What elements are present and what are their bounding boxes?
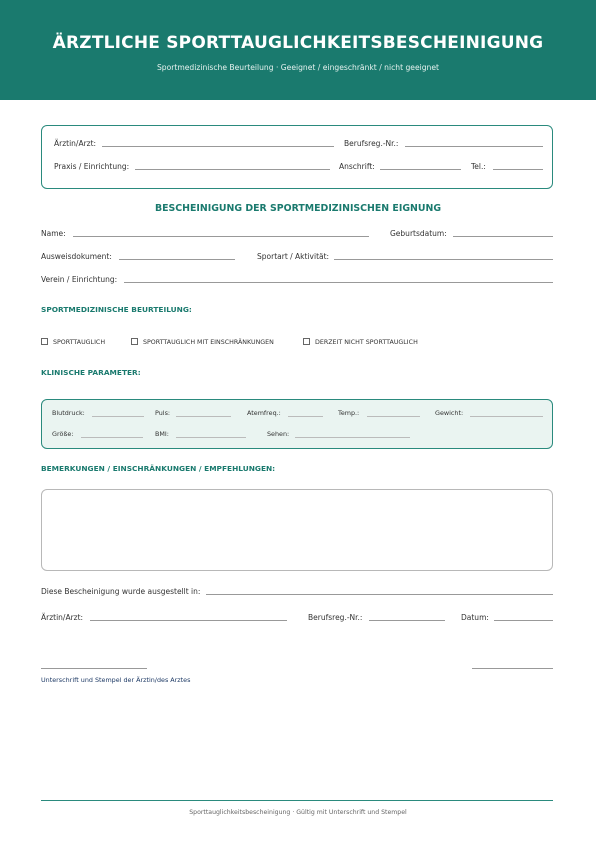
vision-label: Sehen:	[267, 430, 290, 438]
certificate-section-title: BESCHEINIGUNG DER SPORTMEDIZINISCHEN EIGNUNG	[154, 203, 442, 214]
temperature-label: Temp.:	[338, 409, 360, 417]
sport-label: Sportart / Aktivität:	[257, 252, 330, 261]
club-field[interactable]	[124, 282, 553, 283]
weight-label: Gewicht:	[435, 409, 464, 417]
issued-in-field[interactable]	[206, 594, 553, 595]
fit-restricted-checkbox[interactable]	[131, 338, 138, 345]
fit-restricted-option-label: SPORTTAUGLICH MIT EINSCHRÄNKUNGEN	[143, 339, 274, 346]
pulse-field[interactable]	[176, 416, 231, 417]
remarks-title: BEMERKUNGEN / EINSCHRÄNKUNGEN / EMPFEHLUNGEN:	[41, 464, 276, 473]
clinical-params-box	[41, 399, 553, 449]
page-subtitle: Sportmedizinische Beurteilung · Geeignet / eingeschränkt / nicht geeignet	[156, 63, 440, 72]
birthdate-field[interactable]	[453, 236, 553, 237]
birthdate-label: Geburtsdatum:	[390, 229, 447, 238]
sport-field[interactable]	[334, 259, 553, 260]
doctor-info-box	[41, 125, 553, 189]
reg-number-field[interactable]	[405, 146, 543, 147]
phone-label: Tel.:	[471, 162, 486, 171]
signature-caption: Unterschrift und Stempel der Ärztin/des Arztes	[41, 676, 191, 684]
signature-line[interactable]	[41, 668, 147, 669]
respiration-label: Atemfreq.:	[247, 409, 281, 417]
issuing-reg-label: Berufsreg.-Nr.:	[308, 613, 363, 622]
clinical-title: KLINISCHE PARAMETER:	[41, 368, 141, 377]
page-title: ÄRZTLICHE SPORTTAUGLICHKEITSBESCHEINIGUNG	[52, 33, 544, 53]
doctor-label: Ärztin/Arzt:	[54, 139, 97, 148]
header-banner	[0, 0, 596, 100]
date-label: Datum:	[461, 613, 489, 622]
blood-pressure-label: Blutdruck:	[52, 409, 85, 417]
address-label: Anschrift:	[339, 162, 375, 171]
assessment-title: SPORTMEDIZINISCHE BEURTEILUNG:	[41, 305, 192, 314]
id-document-field[interactable]	[119, 259, 235, 260]
respiration-field[interactable]	[288, 416, 323, 417]
vision-field[interactable]	[295, 437, 410, 438]
reg-number-label: Berufsreg.-Nr.:	[344, 139, 399, 148]
weight-field[interactable]	[470, 416, 543, 417]
practice-field[interactable]	[135, 169, 330, 170]
blood-pressure-field[interactable]	[92, 416, 144, 417]
bmi-label: BMI:	[155, 430, 169, 438]
practice-label: Praxis / Einrichtung:	[54, 162, 130, 171]
fit-checkbox[interactable]	[41, 338, 48, 345]
id-document-label: Ausweisdokument:	[41, 252, 112, 261]
height-field[interactable]	[81, 437, 143, 438]
address-field[interactable]	[380, 169, 461, 170]
not-fit-option-label: DERZEIT NICHT SPORTTAUGLICH	[315, 339, 418, 346]
temperature-field[interactable]	[367, 416, 420, 417]
name-label: Name:	[41, 229, 66, 238]
fit-option-label: SPORTTAUGLICH	[53, 339, 106, 346]
issuing-reg-field[interactable]	[369, 620, 445, 621]
remarks-textarea[interactable]	[41, 489, 553, 571]
issuing-doctor-field[interactable]	[90, 620, 287, 621]
issuing-doctor-label: Ärztin/Arzt:	[41, 613, 84, 622]
phone-field[interactable]	[493, 169, 543, 170]
not-fit-checkbox[interactable]	[303, 338, 310, 345]
doctor-field[interactable]	[102, 146, 334, 147]
footer-text: Sporttauglichkeitsbescheinigung · Gültig mit Unterschrift und Stempel	[189, 809, 407, 816]
height-label: Größe:	[52, 430, 74, 438]
footer-divider	[41, 800, 553, 801]
club-label: Verein / Einrichtung:	[41, 275, 118, 284]
date-field[interactable]	[494, 620, 553, 621]
stamp-line[interactable]	[472, 668, 553, 669]
pulse-label: Puls:	[155, 409, 171, 417]
issued-in-label: Diese Bescheinigung wurde ausgestellt in:	[41, 587, 201, 596]
name-field[interactable]	[73, 236, 369, 237]
bmi-field[interactable]	[176, 437, 246, 438]
